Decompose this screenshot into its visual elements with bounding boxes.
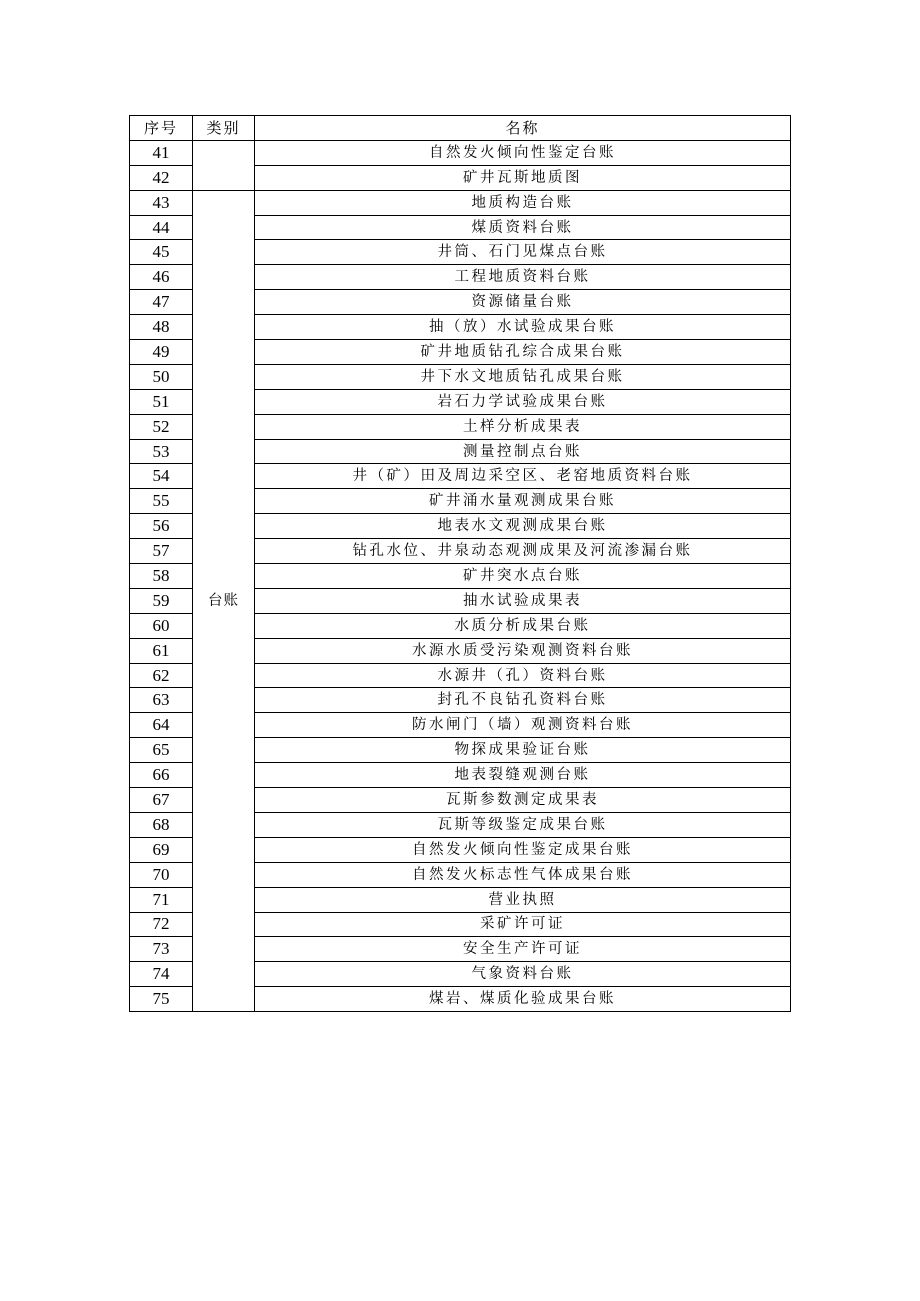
row-index: 61 [130,638,193,663]
row-name: 瓦斯参数测定成果表 [255,788,791,813]
row-name: 抽水试验成果表 [255,588,791,613]
row-name: 资源储量台账 [255,290,791,315]
row-name: 自然发火标志性气体成果台账 [255,862,791,887]
row-index: 74 [130,962,193,987]
category-cell [193,140,255,190]
ledger-table-body [130,116,791,1012]
row-name: 抽（放）水试验成果台账 [255,315,791,340]
row-index: 55 [130,489,193,514]
row-index: 67 [130,788,193,813]
row-index: 58 [130,564,193,589]
row-index: 45 [130,240,193,265]
row-index: 72 [130,912,193,937]
row-index: 54 [130,464,193,489]
row-name: 水源井（孔）资料台账 [255,663,791,688]
row-name: 钻孔水位、井泉动态观测成果及河流渗漏台账 [255,539,791,564]
row-index: 64 [130,713,193,738]
row-index: 44 [130,215,193,240]
row-name: 物探成果验证台账 [255,738,791,763]
row-name: 营业执照 [255,887,791,912]
row-name: 自然发火倾向性鉴定成果台账 [255,837,791,862]
row-name: 煤岩、煤质化验成果台账 [255,987,791,1012]
table-row [130,140,791,165]
row-name: 井（矿）田及周边采空区、老窑地质资料台账 [255,464,791,489]
row-index: 51 [130,389,193,414]
row-index: 49 [130,340,193,365]
row-index: 50 [130,364,193,389]
row-index: 41 [130,140,193,165]
row-index: 46 [130,265,193,290]
row-name: 封孔不良钻孔资料台账 [255,688,791,713]
row-name: 安全生产许可证 [255,937,791,962]
row-name: 矿井涌水量观测成果台账 [255,489,791,514]
row-index: 52 [130,414,193,439]
row-name: 岩石力学试验成果台账 [255,389,791,414]
row-name: 测量控制点台账 [255,439,791,464]
header-name: 名称 [255,116,791,141]
row-index: 56 [130,514,193,539]
row-index: 62 [130,663,193,688]
row-index: 65 [130,738,193,763]
row-name: 采矿许可证 [255,912,791,937]
row-index: 68 [130,812,193,837]
row-name: 矿井地质钻孔综合成果台账 [255,340,791,365]
row-name: 工程地质资料台账 [255,265,791,290]
row-index: 63 [130,688,193,713]
row-name: 防水闸门（墙）观测资料台账 [255,713,791,738]
category-cell: 台账 [193,190,255,1011]
row-name: 矿井突水点台账 [255,564,791,589]
row-index: 48 [130,315,193,340]
row-name: 煤质资料台账 [255,215,791,240]
row-name: 自然发火倾向性鉴定台账 [255,140,791,165]
row-index: 60 [130,613,193,638]
row-name: 土样分析成果表 [255,414,791,439]
row-name: 气象资料台账 [255,962,791,987]
row-index: 47 [130,290,193,315]
row-name: 地表水文观测成果台账 [255,514,791,539]
row-name: 水质分析成果台账 [255,613,791,638]
ledger-table [129,115,791,1012]
row-index: 57 [130,539,193,564]
row-name: 瓦斯等级鉴定成果台账 [255,812,791,837]
row-index: 59 [130,588,193,613]
table-row [130,190,791,215]
row-index: 73 [130,937,193,962]
row-name: 水源水质受污染观测资料台账 [255,638,791,663]
row-index: 75 [130,987,193,1012]
table-header-row [130,116,791,141]
row-name: 井筒、石门见煤点台账 [255,240,791,265]
header-index: 序号 [130,116,193,141]
row-index: 43 [130,190,193,215]
row-name: 地表裂缝观测台账 [255,763,791,788]
row-name: 井下水文地质钻孔成果台账 [255,364,791,389]
row-index: 42 [130,165,193,190]
row-index: 69 [130,837,193,862]
row-index: 66 [130,763,193,788]
row-name: 矿井瓦斯地质图 [255,165,791,190]
row-index: 53 [130,439,193,464]
row-name: 地质构造台账 [255,190,791,215]
row-index: 70 [130,862,193,887]
header-category: 类别 [193,116,255,141]
row-index: 71 [130,887,193,912]
